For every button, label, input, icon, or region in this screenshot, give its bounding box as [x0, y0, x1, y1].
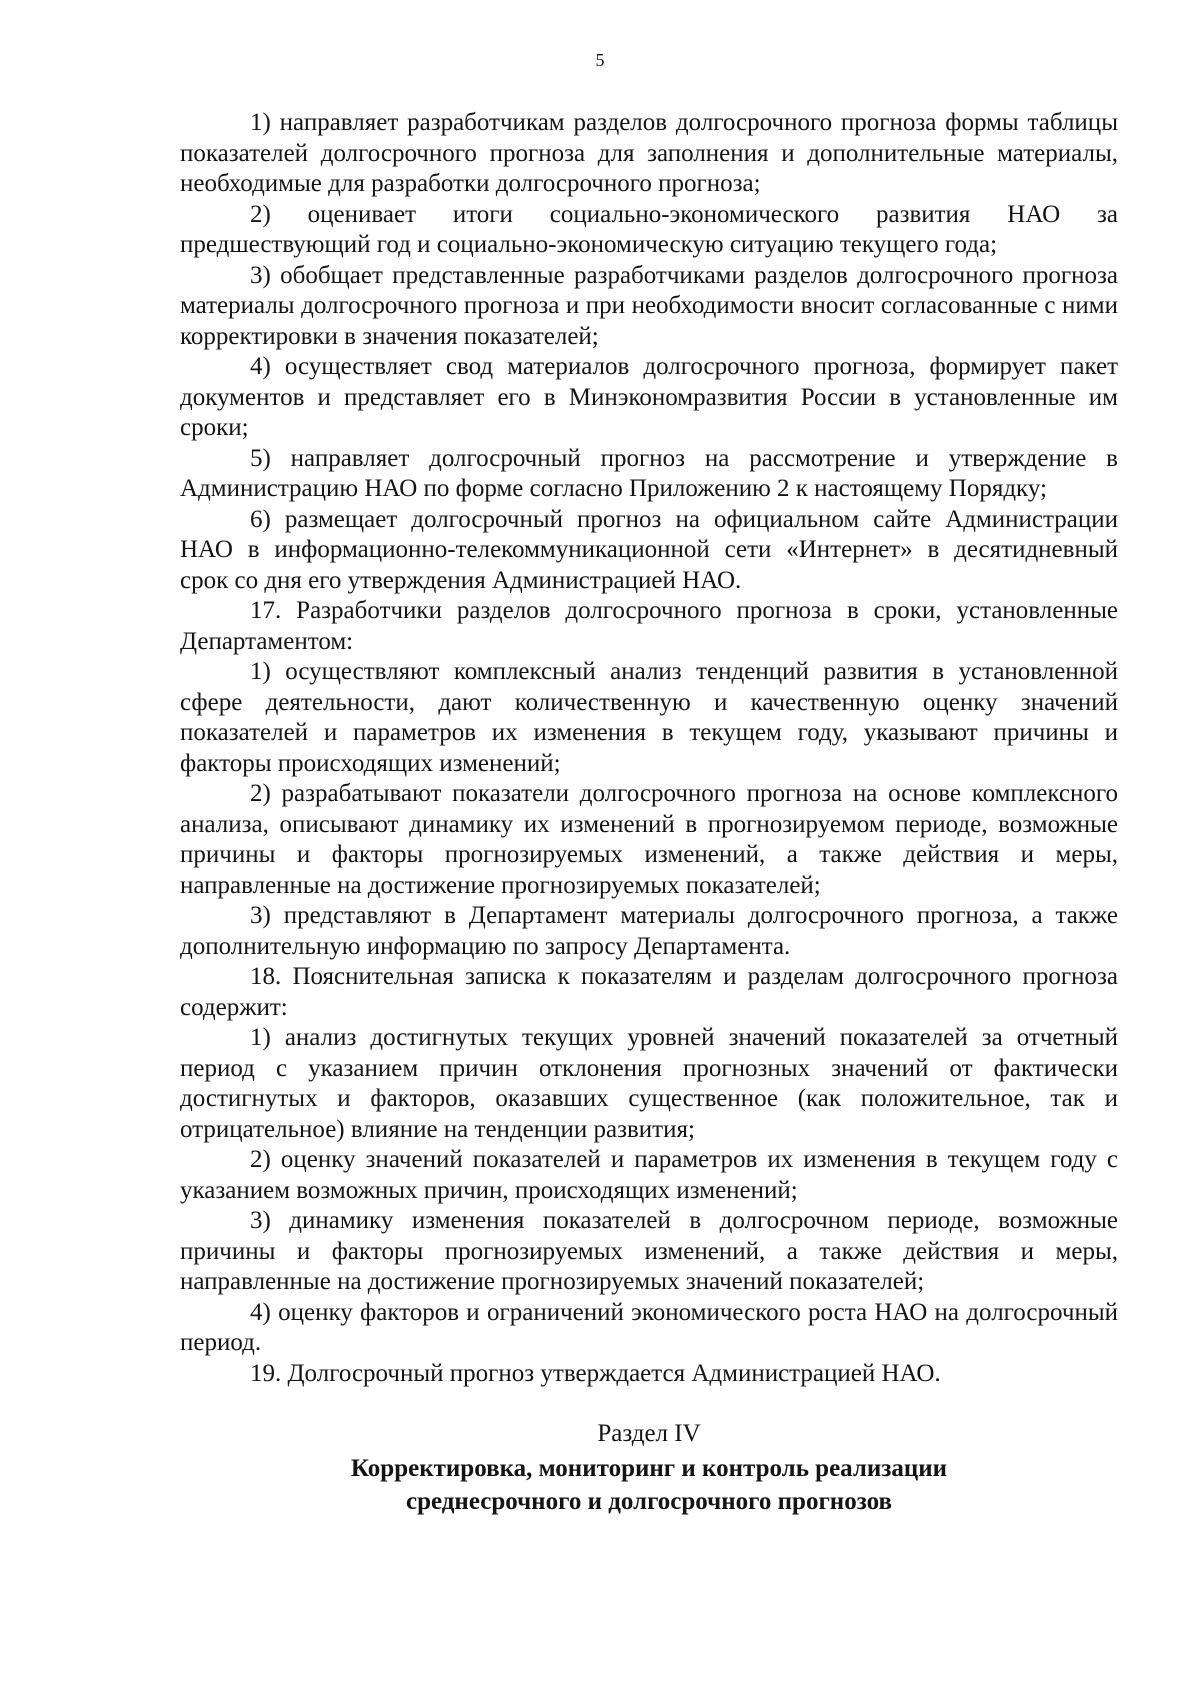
paragraph-16-2: 2) оценивает итоги социально-экономического развития НАО за предшествующий год и социально-экономическую ситуацию текущего года;: [180, 200, 1118, 258]
page-number: 5: [595, 50, 605, 70]
paragraph-17-1: 1) осуществляют комплексный анализ тенденций развития в установленной сфере деятельности, дают количественную и качественную оценку значений показателей и параметров их изменения в текущем году, указывают причины и факторы происходящих изменений;: [180, 658, 1118, 777]
paragraph-18-3: 3) динамику изменения показателей в долгосрочном периоде, возможные причины и факторы прогнозируемых изменений, а также действия и меры, направленные на достижение прогнозируемых значений показателей;: [180, 1207, 1118, 1295]
paragraph-17-2: 2) разрабатывают показатели долгосрочного прогноза на основе комплексного анализа, описывают динамику их изменений в прогнозируемом периоде, возможные причины и факторы прогнозируемых изменений, а также действия и меры, направленные на достижение прогнозируемых показателей;: [180, 780, 1118, 899]
paragraph-18-2: 2) оценку значений показателей и параметров их изменения в текущем году с указанием возможных причин, происходящих изменений;: [180, 1146, 1118, 1204]
paragraph-17: 17. Разработчики разделов долгосрочного прогноза в сроки, установленные Департаментом:: [180, 597, 1118, 655]
paragraph-19: 19. Долгосрочный прогноз утверждается Администрацией НАО.: [250, 1359, 941, 1387]
paragraph-16-3: 3) обобщает представленные разработчиками разделов долгосрочного прогноза материалы долгосрочного прогноза и при необходимости вносит согласованные с ними корректировки в значения показателей;: [180, 261, 1118, 350]
paragraph-16-4: 4) осуществляет свод материалов долгосрочного прогноза, формирует пакет документов и представляет его в Минэкономразвития России в установленные им сроки;: [180, 353, 1118, 441]
section-title-line-2: среднесрочного и долгосрочного прогнозов: [406, 1487, 892, 1515]
paragraph-18-1: 1) анализ достигнутых текущих уровней значений показателей за отчетный период с указанием причин отклонения прогнозных значений от фактически достигнутых и факторов, оказавших существенное (как положительное, так и отрицательное) влияние на тенденции развития;: [180, 1024, 1118, 1143]
paragraph-18-4: 4) оценку факторов и ограничений экономического роста НАО на долгосрочный период.: [180, 1298, 1118, 1356]
paragraph-18: 18. Пояснительная записка к показателям и разделам долгосрочного прогноза содержит:: [180, 963, 1118, 1021]
paragraph-16-6: 6) размещает долгосрочный прогноз на официальном сайте Администрации НАО в информационно-телекоммуникационной сети «Интернет» в десятидневный срок со дня его утверждения Администрацией НАО.: [180, 505, 1118, 594]
paragraph-16-1: 1) направляет разработчикам разделов долгосрочного прогноза формы таблицы показателей долгосрочного прогноза для заполнения и дополнительные материалы, необходимые для разработки долгосрочного прогноза;: [180, 109, 1118, 197]
section-label: Раздел IV: [597, 1420, 701, 1447]
section-title: [180, 1452, 1118, 1518]
document-body: [180, 108, 1118, 1518]
paragraph-16-5: 5) направляет долгосрочный прогноз на рассмотрение и утверждение в Администрацию НАО по форме согласно Приложению 2 к настоящему Порядку;: [180, 444, 1118, 502]
paragraph-17-3: 3) представляют в Департамент материалы долгосрочного прогноза, а также дополнительную информацию по запросу Департамента.: [180, 902, 1118, 960]
section-title-line-1: Корректировка, мониторинг и контроль реализации: [350, 1454, 948, 1482]
